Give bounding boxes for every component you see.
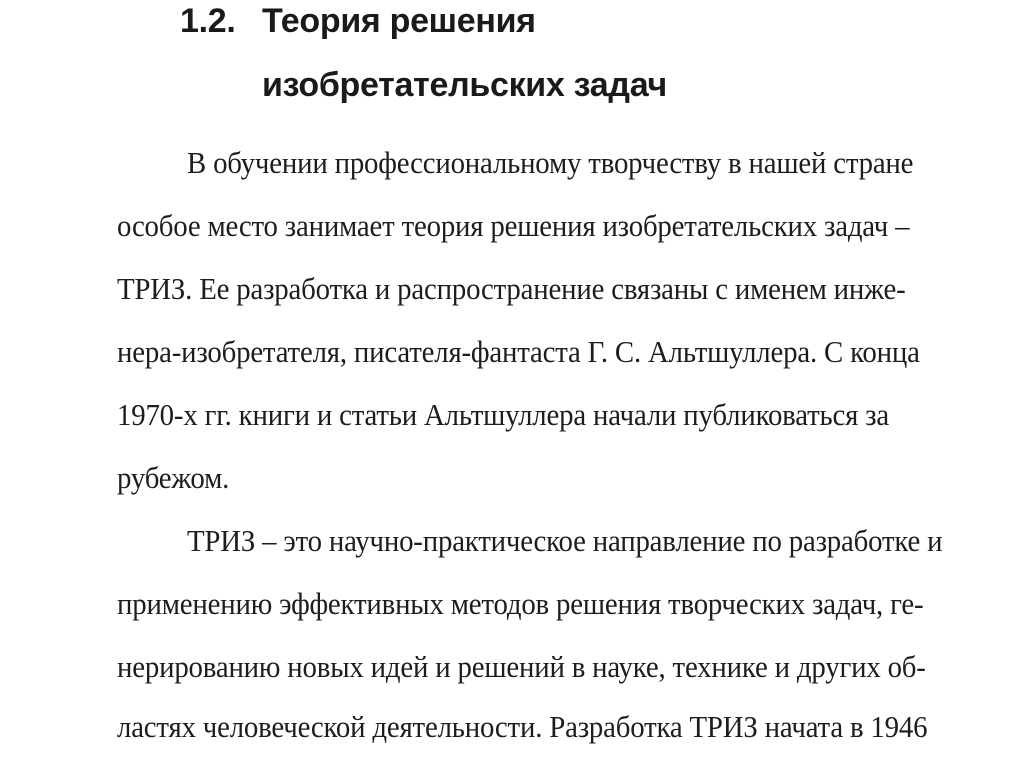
text-line: ТРИЗ – это научно-практическое направление по разработке и <box>187 523 943 558</box>
text-line: рубежом. <box>117 460 230 495</box>
section-title-line-2: изобретательских задач <box>262 66 667 104</box>
text-line: применению эффективных методов решения творческих задач, ге- <box>117 586 924 621</box>
text-line: особое место занимает теория решения изобретательских задач – <box>117 208 910 243</box>
text-line: нера-изобретателя, писателя-фантаста Г. С. Альтшуллера. С конца <box>117 334 920 369</box>
section-number: 1.2. <box>180 2 236 40</box>
text-line: 1970-х гг. книги и статьи Альтшуллера начали публиковаться за <box>117 397 890 432</box>
text-line: В обучении профессиональному творчеству в нашей стране <box>187 145 914 180</box>
text-line: нерированию новых идей и решений в науке, технике и других об- <box>117 649 926 684</box>
section-title-line-1: Теория решения <box>262 2 536 40</box>
text-line: ТРИЗ. Ее разработка и распространение связаны с именем инже- <box>117 271 906 306</box>
text-line: ластях человеческой деятельности. Разработка ТРИЗ начата в 1946 <box>117 709 928 744</box>
